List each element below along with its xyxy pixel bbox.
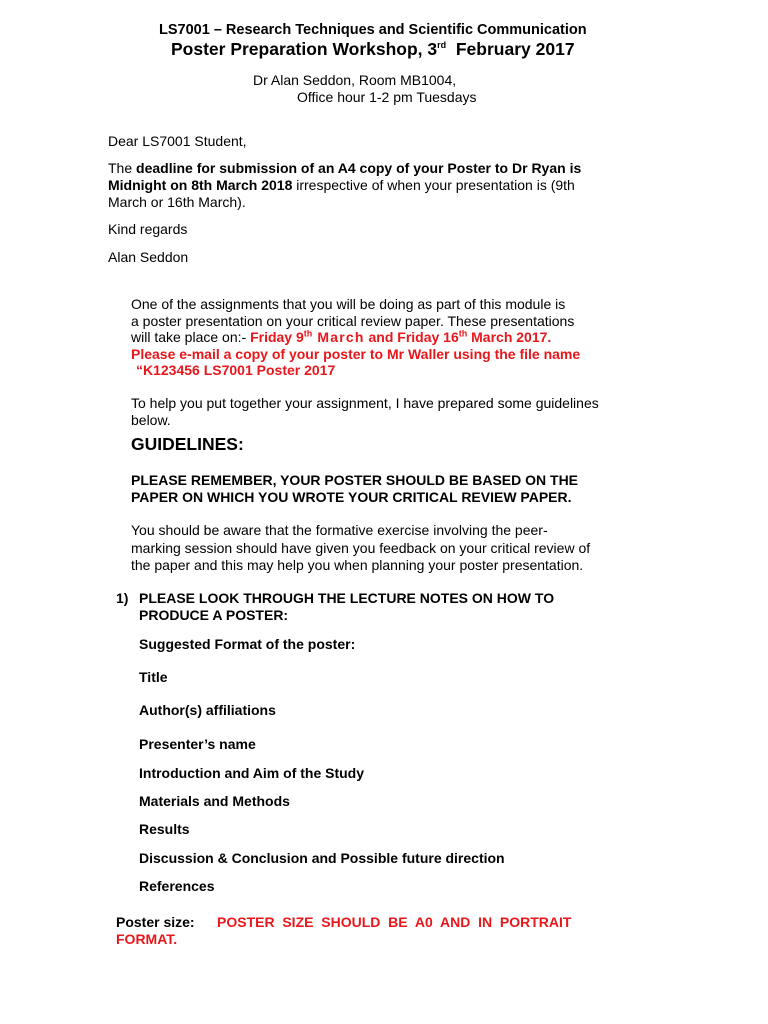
format-item: References: [139, 878, 215, 894]
email-filename-line: “K123456 LS7001 Poster 2017: [136, 362, 336, 378]
help-line-2: below.: [131, 412, 171, 428]
email-instruction-line-1: Please e-mail a copy of your poster to Mr Waller using the file name: [131, 346, 581, 362]
poster-size-label: Poster size:: [116, 914, 195, 930]
signature: Alan Seddon: [108, 249, 189, 265]
lecturer-line: Dr Alan Seddon, Room MB1004,: [253, 72, 457, 88]
aware-line-1: You should be aware that the formative exercise involving the peer-: [131, 522, 548, 538]
salutation: Dear LS7001 Student,: [108, 133, 247, 149]
guidelines-heading: GUIDELINES:: [131, 434, 244, 454]
section-number: 1): [116, 590, 129, 606]
format-item: Materials and Methods: [139, 793, 290, 809]
intro-line-1: One of the assignments that you will be doing as part of this module is: [131, 296, 566, 312]
deadline-line-1: The deadline for submission of an A4 copy of your Poster to Dr Ryan is: [108, 160, 582, 176]
format-item: Discussion & Conclusion and Possible future direction: [139, 850, 505, 866]
aware-line-3: the paper and this may help you when planning your poster presentation.: [131, 557, 584, 573]
format-item: Title: [139, 669, 168, 685]
format-item: Presenter’s name: [139, 736, 256, 752]
section-title-line-2: PRODUCE A POSTER:: [139, 607, 289, 623]
format-item: Author(s) affiliations: [139, 702, 276, 718]
section-title-line-1: PLEASE LOOK THROUGH THE LECTURE NOTES ON HOW TO: [139, 590, 555, 606]
course-title: LS7001 – Research Techniques and Scientific Communication: [159, 22, 587, 38]
poster-size-value-line-2: FORMAT.: [116, 931, 178, 947]
deadline-line-2: Midnight on 8th March 2018 irrespective of when your presentation is (9th: [108, 177, 575, 193]
help-line-1: To help you put together your assignment, I have prepared some guidelines: [131, 395, 599, 411]
office-hours: Office hour 1-2 pm Tuesdays: [297, 89, 477, 105]
workshop-title: Poster Preparation Workshop, 3rd February 2017: [171, 39, 575, 59]
format-item: Introduction and Aim of the Study: [139, 765, 365, 781]
aware-line-2: marking session should have given you feedback on your critical review of: [131, 540, 591, 556]
closing: Kind regards: [108, 221, 188, 237]
format-item: Results: [139, 821, 190, 837]
remember-line-2: PAPER ON WHICH YOU WROTE YOUR CRITICAL REVIEW PAPER.: [131, 489, 572, 505]
remember-line-1: PLEASE REMEMBER, YOUR POSTER SHOULD BE BASED ON THE: [131, 472, 579, 488]
format-heading: Suggested Format of the poster:: [139, 636, 356, 652]
deadline-line-3: March or 16th March).: [108, 194, 246, 210]
poster-size-value-line-1: POSTER SIZE SHOULD BE A0 AND IN PORTRAIT: [217, 914, 572, 930]
intro-line-3: will take place on:- Friday 9th March and Friday 16th March 2017.: [131, 328, 552, 345]
intro-line-2: a poster presentation on your critical review paper. These presentations: [131, 313, 575, 329]
